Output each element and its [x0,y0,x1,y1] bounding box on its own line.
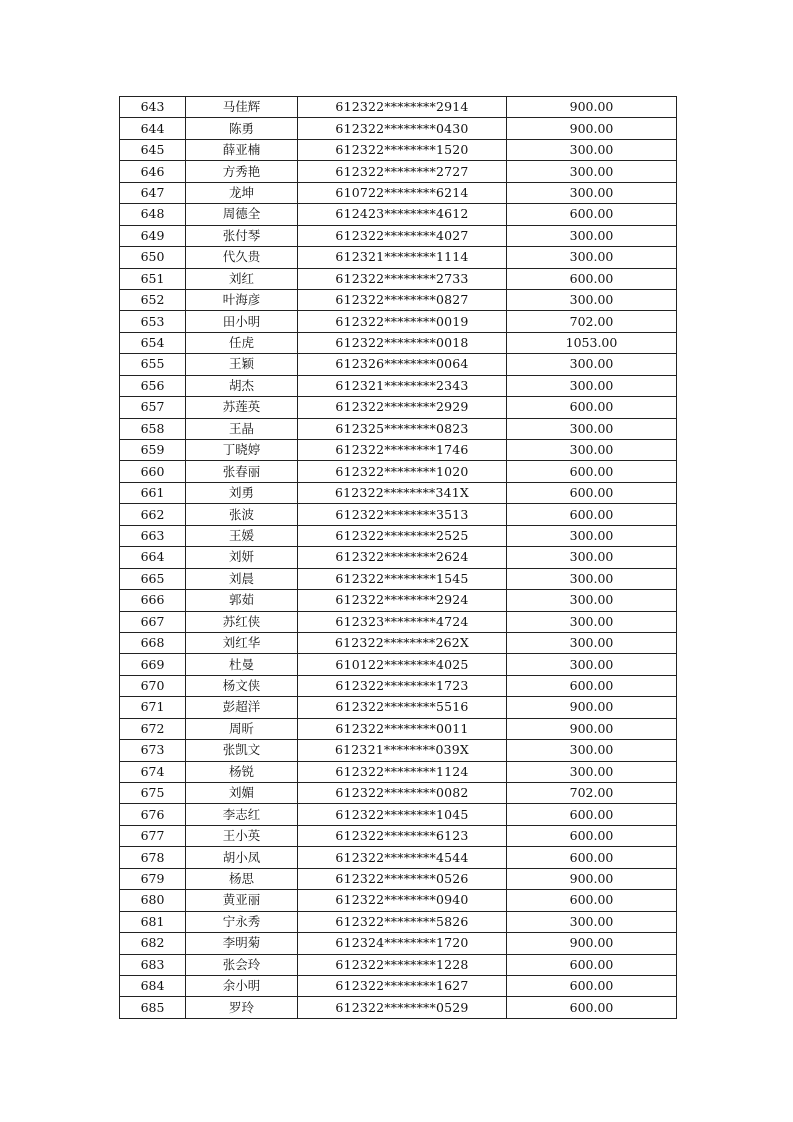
name-cell: 马佳辉 [186,97,298,118]
row-number-cell: 678 [120,847,186,868]
name-cell: 张凯文 [186,740,298,761]
amount-cell: 300.00 [507,247,677,268]
name-cell: 刘妍 [186,547,298,568]
table-row [120,397,677,418]
table-row [120,975,677,996]
table-row [120,332,677,353]
amount-cell: 300.00 [507,611,677,632]
table-row [120,375,677,396]
id-number-cell: 612322********2727 [298,161,507,182]
name-cell: 彭超洋 [186,697,298,718]
id-number-cell: 612322********1045 [298,804,507,825]
id-number-cell: 612325********0823 [298,418,507,439]
id-number-cell: 610122********4025 [298,654,507,675]
name-cell: 王媛 [186,525,298,546]
amount-cell: 600.00 [507,997,677,1018]
row-number-cell: 667 [120,611,186,632]
table-row [120,418,677,439]
id-number-cell: 612322********0019 [298,311,507,332]
table-row [120,697,677,718]
row-number-cell: 673 [120,740,186,761]
name-cell: 余小明 [186,975,298,996]
amount-cell: 1053.00 [507,332,677,353]
row-number-cell: 658 [120,418,186,439]
id-number-cell: 612322********2733 [298,268,507,289]
id-number-cell: 612322********0526 [298,868,507,889]
table-row [120,632,677,653]
amount-cell: 702.00 [507,311,677,332]
name-cell: 龙坤 [186,182,298,203]
name-cell: 罗玲 [186,997,298,1018]
table-row [120,654,677,675]
document-page [119,96,672,1019]
amount-cell: 900.00 [507,697,677,718]
id-number-cell: 612322********2914 [298,97,507,118]
id-number-cell: 612322********2624 [298,547,507,568]
id-number-cell: 612322********1723 [298,675,507,696]
table-row [120,783,677,804]
row-number-cell: 677 [120,825,186,846]
table-row [120,590,677,611]
name-cell: 杨文侠 [186,675,298,696]
row-number-cell: 649 [120,225,186,246]
table-row [120,97,677,118]
name-cell: 杜曼 [186,654,298,675]
name-cell: 王颖 [186,354,298,375]
row-number-cell: 680 [120,890,186,911]
amount-cell: 300.00 [507,375,677,396]
id-number-cell: 612322********0529 [298,997,507,1018]
amount-cell: 300.00 [507,547,677,568]
amount-cell: 600.00 [507,504,677,525]
table-row [120,268,677,289]
id-number-cell: 612322********1020 [298,461,507,482]
id-number-cell: 612322********6123 [298,825,507,846]
table-row [120,911,677,932]
name-cell: 宁永秀 [186,911,298,932]
data-table [119,96,677,1019]
row-number-cell: 657 [120,397,186,418]
id-number-cell: 612322********0940 [298,890,507,911]
name-cell: 杨思 [186,868,298,889]
table-row [120,933,677,954]
row-number-cell: 647 [120,182,186,203]
table-row [120,161,677,182]
name-cell: 王晶 [186,418,298,439]
name-cell: 田小明 [186,311,298,332]
name-cell: 刘红华 [186,632,298,653]
amount-cell: 300.00 [507,354,677,375]
table-row [120,954,677,975]
table-row [120,182,677,203]
id-number-cell: 612423********4612 [298,204,507,225]
row-number-cell: 669 [120,654,186,675]
id-number-cell: 612324********1720 [298,933,507,954]
amount-cell: 600.00 [507,890,677,911]
row-number-cell: 671 [120,697,186,718]
table-row [120,461,677,482]
id-number-cell: 612322********262X [298,632,507,653]
name-cell: 代久贵 [186,247,298,268]
amount-cell: 600.00 [507,847,677,868]
row-number-cell: 656 [120,375,186,396]
id-number-cell: 612322********0018 [298,332,507,353]
row-number-cell: 674 [120,761,186,782]
name-cell: 刘晨 [186,568,298,589]
amount-cell: 300.00 [507,525,677,546]
id-number-cell: 612322********0082 [298,783,507,804]
table-row [120,311,677,332]
row-number-cell: 665 [120,568,186,589]
row-number-cell: 666 [120,590,186,611]
id-number-cell: 612326********0064 [298,354,507,375]
amount-cell: 600.00 [507,268,677,289]
table-row [120,997,677,1018]
amount-cell: 600.00 [507,825,677,846]
amount-cell: 702.00 [507,783,677,804]
table-row [120,440,677,461]
row-number-cell: 668 [120,632,186,653]
table-row [120,547,677,568]
amount-cell: 600.00 [507,461,677,482]
row-number-cell: 661 [120,482,186,503]
id-number-cell: 612322********2924 [298,590,507,611]
table-row [120,525,677,546]
row-number-cell: 670 [120,675,186,696]
row-number-cell: 682 [120,933,186,954]
row-number-cell: 645 [120,139,186,160]
table-row [120,761,677,782]
id-number-cell: 612323********4724 [298,611,507,632]
name-cell: 任虎 [186,332,298,353]
row-number-cell: 676 [120,804,186,825]
amount-cell: 300.00 [507,740,677,761]
amount-cell: 300.00 [507,568,677,589]
id-number-cell: 612321********2343 [298,375,507,396]
table-row [120,118,677,139]
row-number-cell: 651 [120,268,186,289]
amount-cell: 300.00 [507,161,677,182]
row-number-cell: 685 [120,997,186,1018]
amount-cell: 600.00 [507,675,677,696]
id-number-cell: 612322********0430 [298,118,507,139]
amount-cell: 300.00 [507,911,677,932]
table-row [120,504,677,525]
amount-cell: 600.00 [507,482,677,503]
row-number-cell: 644 [120,118,186,139]
name-cell: 张会玲 [186,954,298,975]
amount-cell: 900.00 [507,868,677,889]
id-number-cell: 610722********6214 [298,182,507,203]
id-number-cell: 612322********1746 [298,440,507,461]
row-number-cell: 662 [120,504,186,525]
amount-cell: 900.00 [507,718,677,739]
id-number-cell: 612321********1114 [298,247,507,268]
name-cell: 叶海彦 [186,289,298,310]
table-row [120,289,677,310]
row-number-cell: 659 [120,440,186,461]
amount-cell: 900.00 [507,97,677,118]
name-cell: 郭茹 [186,590,298,611]
name-cell: 苏莲英 [186,397,298,418]
table-row [120,611,677,632]
table-row [120,225,677,246]
name-cell: 陈勇 [186,118,298,139]
row-number-cell: 679 [120,868,186,889]
name-cell: 刘红 [186,268,298,289]
id-number-cell: 612322********2929 [298,397,507,418]
id-number-cell: 612322********1520 [298,139,507,160]
table-row [120,204,677,225]
amount-cell: 300.00 [507,761,677,782]
row-number-cell: 672 [120,718,186,739]
amount-cell: 600.00 [507,204,677,225]
amount-cell: 300.00 [507,590,677,611]
id-number-cell: 612322********341X [298,482,507,503]
amount-cell: 300.00 [507,632,677,653]
id-number-cell: 612322********1545 [298,568,507,589]
amount-cell: 300.00 [507,440,677,461]
id-number-cell: 612322********0011 [298,718,507,739]
id-number-cell: 612322********4027 [298,225,507,246]
amount-cell: 900.00 [507,118,677,139]
id-number-cell: 612322********1124 [298,761,507,782]
name-cell: 杨锐 [186,761,298,782]
id-number-cell: 612322********4544 [298,847,507,868]
row-number-cell: 684 [120,975,186,996]
id-number-cell: 612322********5826 [298,911,507,932]
table-row [120,482,677,503]
name-cell: 周昕 [186,718,298,739]
amount-cell: 300.00 [507,182,677,203]
amount-cell: 300.00 [507,654,677,675]
row-number-cell: 653 [120,311,186,332]
row-number-cell: 646 [120,161,186,182]
amount-cell: 300.00 [507,418,677,439]
table-row [120,675,677,696]
row-number-cell: 648 [120,204,186,225]
name-cell: 张波 [186,504,298,525]
name-cell: 丁晓婷 [186,440,298,461]
table-row [120,354,677,375]
table-row [120,139,677,160]
id-number-cell: 612322********2525 [298,525,507,546]
id-number-cell: 612322********5516 [298,697,507,718]
name-cell: 李明菊 [186,933,298,954]
row-number-cell: 675 [120,783,186,804]
amount-cell: 900.00 [507,933,677,954]
amount-cell: 300.00 [507,225,677,246]
row-number-cell: 655 [120,354,186,375]
amount-cell: 300.00 [507,139,677,160]
amount-cell: 600.00 [507,975,677,996]
row-number-cell: 681 [120,911,186,932]
id-number-cell: 612322********1228 [298,954,507,975]
id-number-cell: 612322********0827 [298,289,507,310]
table-row [120,804,677,825]
amount-cell: 600.00 [507,804,677,825]
table-row [120,890,677,911]
id-number-cell: 612322********1627 [298,975,507,996]
table-row [120,718,677,739]
name-cell: 刘勇 [186,482,298,503]
name-cell: 胡杰 [186,375,298,396]
row-number-cell: 643 [120,97,186,118]
id-number-cell: 612322********3513 [298,504,507,525]
amount-cell: 600.00 [507,397,677,418]
id-number-cell: 612321********039X [298,740,507,761]
name-cell: 黄亚丽 [186,890,298,911]
name-cell: 刘媚 [186,783,298,804]
name-cell: 李志红 [186,804,298,825]
table-row [120,568,677,589]
name-cell: 薛亚楠 [186,139,298,160]
row-number-cell: 683 [120,954,186,975]
name-cell: 王小英 [186,825,298,846]
name-cell: 张春丽 [186,461,298,482]
name-cell: 张付琴 [186,225,298,246]
amount-cell: 600.00 [507,954,677,975]
row-number-cell: 663 [120,525,186,546]
table-row [120,247,677,268]
name-cell: 方秀艳 [186,161,298,182]
amount-cell: 300.00 [507,289,677,310]
name-cell: 周德全 [186,204,298,225]
row-number-cell: 650 [120,247,186,268]
name-cell: 苏红侠 [186,611,298,632]
table-row [120,847,677,868]
table-row [120,740,677,761]
name-cell: 胡小凤 [186,847,298,868]
table-row [120,868,677,889]
table-body [120,97,677,1019]
row-number-cell: 652 [120,289,186,310]
row-number-cell: 660 [120,461,186,482]
row-number-cell: 664 [120,547,186,568]
table-row [120,825,677,846]
row-number-cell: 654 [120,332,186,353]
